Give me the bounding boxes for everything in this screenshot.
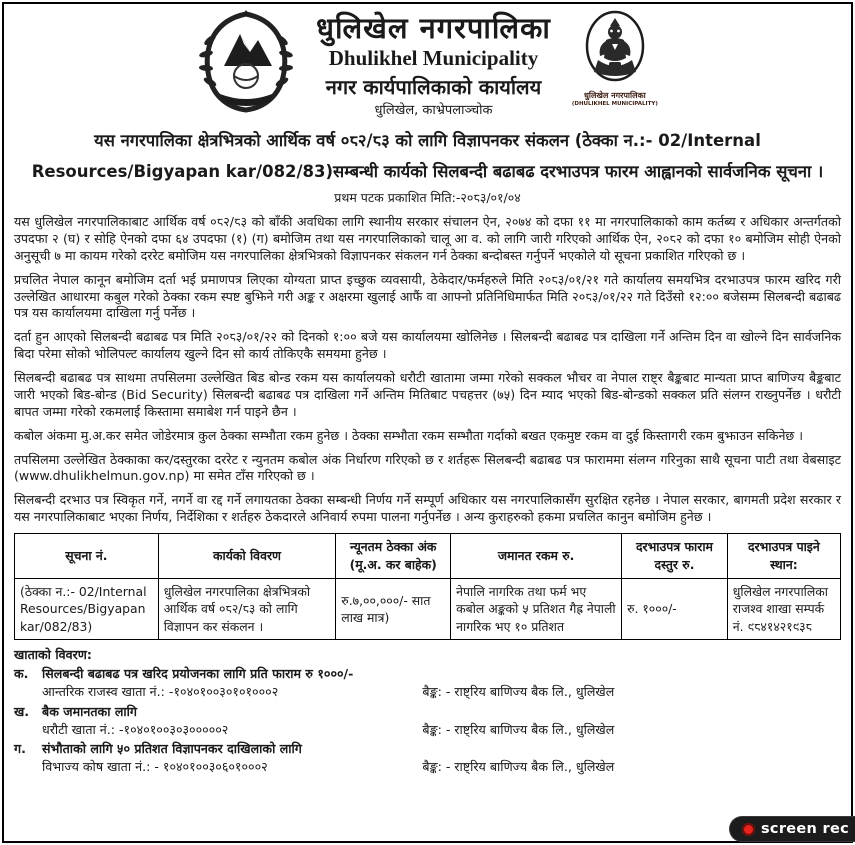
municipality-name-english: Dhulikhel Municipality <box>328 46 539 71</box>
notice-paragraph: दर्ता हुन आएको सिलबन्दी बढाबढ पत्र मिति २०८३/०१/२२ को दिनको १:०० बजे यस कार्यालयमा खोलिनेछ । सिलबन्दी बढाबढ पत्र दाखिला गर्ने अन्तिम दिन वा खोल्ने दिन सार्वजनिक बिदा परेमा सोको भोलिपल्ट कार्यालय खुल्ने दिन सो कार्य तोकिएकै समयमा हुनेछ । <box>14 329 841 362</box>
account-item-title: बैक जमानतका लागि <box>42 703 138 719</box>
right-logo-caption-nepali: धुलिखेल नगरपालिका <box>584 91 646 100</box>
notice-body <box>14 214 841 526</box>
office-name: नगर कार्यपालिकाको कार्यालय <box>325 74 542 99</box>
account-bank: बैङ्क: - राष्ट्रिय बाणिज्य बैक लि., धुलिखेल <box>422 759 615 775</box>
published-date: प्रथम पटक प्रकाशित मिति:-२०८३/०१/०४ <box>334 190 521 206</box>
col-header-form-fee: दरभाउपत्र फाराम दस्तुर रु. <box>622 534 728 579</box>
account-item-letter: ख. <box>14 703 30 719</box>
account-details-heading: खाताको विवरण: <box>14 647 92 663</box>
deity-logo <box>569 10 661 107</box>
account-number: धरौटी खाता नं.: -१०४०१००३०३०००००२ <box>42 721 229 737</box>
cell-form-fee: रु. १०००/- <box>622 579 728 640</box>
col-header-minimum-amount: न्यूनतम ठेक्का अंक (मू.अ. कर बाहेक) <box>336 534 451 579</box>
table-row <box>15 579 841 640</box>
document-frame <box>2 2 853 843</box>
watermark-label: screen rec <box>761 821 849 837</box>
account-bank: बैङ्क: - राष्ट्रिय बाणिज्य बैक लि., धुलिखेल <box>422 684 615 700</box>
col-header-notice-no: सूचना नं. <box>15 534 159 579</box>
municipality-name-nepali: धुलिखेल नगरपालिका <box>316 11 551 45</box>
notice-paragraph: कबोल अंकमा मु.अ.कर समेत जोडेरमात्र कुल ठेक्का सम्भौता रकम हुनेछ । ठेक्का सम्भौता रकम सम्भौता गर्दाको बखत एकमुष्ट रकम वा दुई किस्तागरी रकम बुझाउन सकिनेछ । <box>14 427 804 443</box>
account-bank: बैङ्क: - राष्ट्रिय बाणिज्य बैक लि., धुलिखेल <box>422 721 615 737</box>
cell-notice-no: (ठेक्का न.:- 02/Internal Resources/Bigyapan kar/082/83) <box>15 579 159 640</box>
document-header <box>14 8 841 120</box>
notice-paragraph: प्रचलित नेपाल कानून बमोजिम दर्ता भई प्रमाणपत्र लिएका योग्यता प्राप्त इच्छुक व्यवसायी, ठेकेदार/फर्महरुले मिति २०८३/०१/२१ गते कार्यालय समयभित्र दरभाउपत्र फारम खरिद गरी उल्लेखित आधारमा कबुल गरेको ठेक्का रकम स्पष्ट बुझिने गरी अङ्क र अक्षरमा खुलाई आफैं वा आफ्नो प्रतिनिधिमार्फत मिति २०८३/०१/२२ गते दिउँसो १२:०० बजेसम्म सिलबन्दी बढाबढ पत्र यस कार्यालयमा दाखिला गर्नु पर्नेछ । <box>14 271 841 321</box>
deity-figure-icon <box>576 10 654 88</box>
office-address: धुलिखेल, काभ्रेपलाञ्चोक <box>374 102 493 118</box>
municipality-emblem-icon <box>194 10 298 114</box>
account-number: विभाज्य कोष खाता नं.: - १०४०१००३०६०१०००२ <box>42 759 268 775</box>
account-item-letter: क. <box>14 666 29 682</box>
cell-work-description: धुलिखेल नगरपालिका क्षेत्रभित्रको आर्थिक वर्ष ०८२/८३ को लागि विज्ञापन कर संकलन । <box>158 579 336 640</box>
record-dot-icon <box>742 823 755 836</box>
account-details-section <box>14 646 841 777</box>
account-item <box>14 665 841 702</box>
col-header-form-location: दरभाउपत्र पाइने स्थान: <box>727 534 840 579</box>
account-item <box>14 740 841 777</box>
notice-paragraph: सिलबन्दी दरभाउ पत्र स्विकृत गर्ने, नगर्ने वा रद्द गर्ने लगायतका ठेक्का सम्बन्धी निर्णय गर्ने सम्पूर्ण अधिकार यस नगरपालिकासँग सुरक्षित रहनेछ । नेपाल सरकार, बागमती प्रदेश सरकार र यस नगरपालिकाबाट भएका निर्णय, निर्देशिका र शर्तहरु ठेकदारले अनिवार्य रुपमा पालना गर्नुपर्नेछ । अन्य कुराहरुको हकमा प्रचलित कानुन बमोजिम हुनेछ । <box>14 492 841 525</box>
account-item-title: संभौताको लागि ५० प्रतिशत विज्ञापनकर दाखिलाको लागि <box>42 741 302 757</box>
cell-form-location: धुलिखेल नगरपालिका राजश्व शाखा सम्पर्क नं. ९८४१४२१९३८ <box>727 579 840 640</box>
cell-minimum-amount: रु.७,००,०००/- सात लाख मात्र) <box>336 579 451 640</box>
account-item-title: सिलबन्दी बढाबढ पत्र खरिद प्रयोजनका लागि प्रति फाराम रु १०००/- <box>42 666 354 682</box>
notice-paragraph: सिलबन्दी बढाबढ पत्र साथमा तपसिलमा उल्लेखित बिड बोन्ड रकम यस कार्यालयको धरौटी खातामा जम्मा गरेको सक्कल भौचर वा नेपाल राष्ट्र बैङ्कबाट मान्यता प्राप्त बाणिज्य बैङ्कबाट जारी भएको बिड-बोन्ड (Bid Security) सिलबन्दी बढाबढ पत्र दाखिला गर्ने अन्तिम मितिबाट पचहत्तर (७५) दिन म्याद भएको बिड-बोन्डको सक्कल प्रति संलग्न राख्नुपर्नेछ । धरौटी बापत जम्मा गरेको रकमलाई किस्तामा समाबेश गर्न पाइने छैन । <box>14 370 841 419</box>
notice-paragraph: यस धुलिखेल नगरपालिकाबाट आर्थिक वर्ष ०८२/८३ को बाँकी अवधिका लागि स्थानीय सरकार संचालन ऐन, २०७४ को दफा ११ मा नगरपालिकाको काम कर्तब्य र अधिकार अन्तर्गतको उपदफा २ (घ) र सोहि ऐनको दफा ६४ उपदफा (१) (ग) बमोजिम तथा यस नगरपालिकाको चालू आ व. को लागि जारी गरिएको आर्थिक ऐन, २०८२ को दफा १० बमोजिम सोही ऐनको अनुसूची ७ मा कायम गरेको दररेट बमोजिम यस नगरपालिका क्षेत्रभित्रको विज्ञापनकर संकलन गर्न ठेक्का बन्दोबस्त गर्नुपर्ने भएकोले यो सूचना प्रकाशित गरिएको छ । <box>14 214 841 263</box>
notice-paragraph: तपसिलमा उल्लेखित ठेक्काका कर/दस्तुरका दररेट र न्युनतम कबोल अंक निर्धारण गरिएको छ र शर्तहरू सिलबन्दी बढाबढ पत्र फाराममा संलग्न गरिनुका साथै सूचना पाटी तथा वेबसाइट (www.dhulikhelmun.gov.np) मा समेत टाँस गरिएको छ । <box>14 451 841 484</box>
tender-table <box>14 533 841 640</box>
table-header-row <box>15 534 841 579</box>
col-header-deposit-amount: जमानत रकम रु. <box>451 534 622 579</box>
notice-title: यस नगरपालिका क्षेत्रभित्रको आर्थिक वर्ष ०८२/८३ को लागि विज्ञापनकर संकलन (ठेक्का न.:- 02/Internal Resources/Bigyapan kar/082/83)सम्बन्धी कार्यको सिलबन्दी बढाबढ दरभाउपत्र फारम आह्वानको सार्वजनिक सूचना । <box>31 131 824 181</box>
header-text-block <box>316 10 551 120</box>
col-header-work-description: कार्यको विवरण <box>158 534 336 579</box>
account-number: आन्तरिक राजस्व खाता नं.: -१०४०१००३०१०१०००२ <box>42 684 279 700</box>
account-item-letter: ग. <box>14 741 26 757</box>
right-logo-caption-english: (DHULIKHEL MUNICIPALITY) <box>571 100 658 107</box>
account-item <box>14 703 841 740</box>
cell-deposit-amount: नेपालि नागरिक तथा फर्म भए कबोल अङ्कको ५ प्रतिशत गैह्र नेपाली नागरिक भए १० प्रतिशत <box>451 579 622 640</box>
screen-recorder-watermark[interactable] <box>729 816 855 842</box>
